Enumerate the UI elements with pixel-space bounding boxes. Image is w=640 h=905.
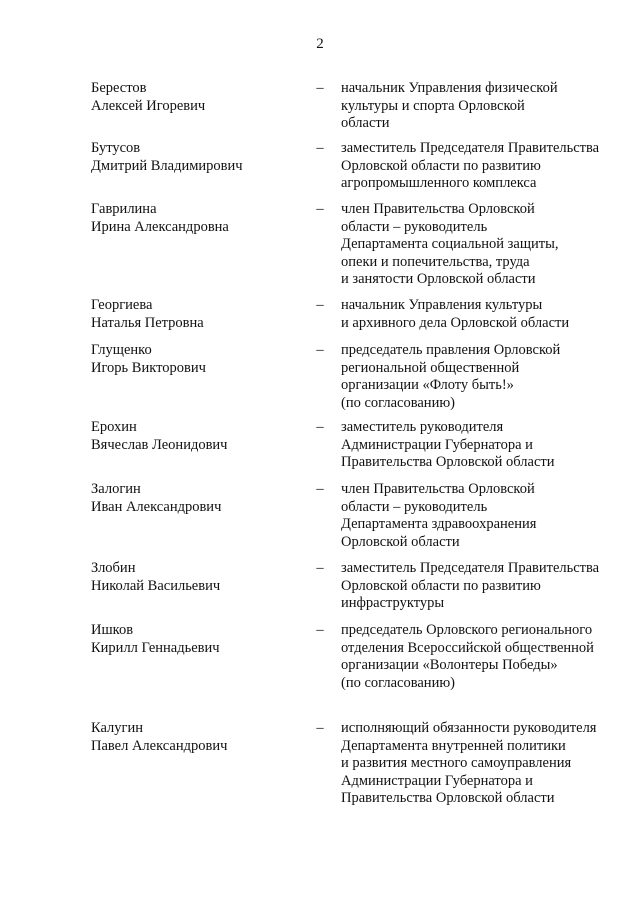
member-name-line: Наталья Петровна [91, 314, 204, 331]
member-position [341, 140, 617, 193]
member-position-line: Правительства Орловской области [341, 454, 555, 471]
member-name-line: Николай Васильевич [91, 577, 221, 594]
member-name [91, 560, 306, 595]
member-position-line: заместитель руководителя [341, 419, 504, 435]
member-position-line: Администрации Губернатора и [341, 436, 533, 453]
member-position-line: Правительства Орловской области [341, 790, 555, 807]
member-position-line: член Правительства Орловской [341, 201, 535, 217]
separator-dash: – [316, 80, 324, 96]
member-position [341, 342, 617, 412]
member-name-line: Ерохин [91, 419, 137, 435]
member-name-line: Ирина Александровна [91, 218, 229, 235]
member-position-line: Администрации Губернатора и [341, 772, 533, 789]
member-position-line: председатель Орловского регионального [341, 622, 593, 638]
member-position-line: инфраструктуры [341, 595, 445, 612]
member-position-line: член Правительства Орловской [341, 481, 535, 497]
member-position [341, 80, 617, 133]
separator-dash: – [316, 720, 324, 736]
member-name [91, 342, 306, 377]
member-name-line: Залогин [91, 481, 141, 497]
member-name-line: Георгиева [91, 297, 153, 313]
member-name-line: Калугин [91, 720, 143, 736]
member-position-line: Департамента внутренней политики [341, 737, 566, 754]
separator-dash: – [316, 481, 324, 497]
member-position-line: области – руководитель [341, 218, 488, 235]
member-name-line: Глущенко [91, 342, 152, 358]
member-name [91, 80, 306, 115]
member-name [91, 201, 306, 236]
member-position-line: исполняющий обязанности руководителя [341, 720, 597, 736]
member-name [91, 419, 306, 454]
member-name-line: Берестов [91, 80, 147, 96]
member-position [341, 720, 617, 808]
member-position-line: опеки и попечительства, труда [341, 253, 530, 270]
member-name-line: Кирилл Геннадьевич [91, 639, 220, 656]
member-position-line: Орловской области [341, 533, 460, 550]
member-position-line: области – руководитель [341, 498, 488, 515]
member-name-line: Ишков [91, 622, 134, 638]
member-position-line: (по согласованию) [341, 394, 455, 411]
separator-dash: – [316, 342, 324, 358]
member-position-line: и занятости Орловской области [341, 271, 536, 288]
separator-dash: – [316, 560, 324, 576]
member-position-line: Департамента здравоохранения [341, 516, 537, 533]
member-name-line: Павел Александрович [91, 737, 228, 754]
member-position-line: и развития местного самоуправления [341, 755, 572, 772]
member-position [341, 622, 617, 692]
member-position-line: заместитель Председателя Правительства [341, 560, 600, 576]
member-name [91, 720, 306, 755]
member-position-line: (по согласованию) [341, 674, 455, 691]
member-name [91, 140, 306, 175]
member-position [341, 481, 617, 551]
member-name-line: Алексей Игоревич [91, 97, 206, 114]
member-position-line: Департамента социальной защиты, [341, 236, 559, 253]
member-name-line: Гаврилина [91, 201, 157, 217]
member-position-line: заместитель Председателя Правительства [341, 140, 600, 156]
member-position-line: культуры и спорта Орловской [341, 97, 525, 114]
member-name-line: Вячеслав Леонидович [91, 436, 228, 453]
separator-dash: – [316, 201, 324, 217]
member-position-line: Орловской области по развитию [341, 157, 541, 174]
member-name [91, 297, 306, 332]
member-name-line: Иван Александрович [91, 498, 222, 515]
member-position-line: организации «Флоту быть!» [341, 377, 514, 394]
member-position-line: организации «Волонтеры Победы» [341, 657, 558, 674]
member-position [341, 297, 617, 332]
member-name-line: Злобин [91, 560, 136, 576]
member-name-line: Бутусов [91, 140, 141, 156]
member-position-line: отделения Всероссийской общественной [341, 639, 594, 656]
member-name [91, 622, 306, 657]
member-position-line: области [341, 115, 390, 132]
member-position-line: начальник Управления физической [341, 80, 558, 96]
member-position-line: и архивного дела Орловской области [341, 314, 570, 331]
member-position-line: агропромышленного комплекса [341, 175, 537, 192]
member-name-line: Игорь Викторович [91, 359, 206, 376]
separator-dash: – [316, 297, 324, 313]
separator-dash: – [316, 419, 324, 435]
member-position [341, 560, 617, 613]
separator-dash: – [316, 140, 324, 156]
separator-dash: – [316, 622, 324, 638]
member-position-line: региональной общественной [341, 359, 520, 376]
member-name [91, 481, 306, 516]
member-position [341, 419, 617, 472]
page-number: 2 [316, 36, 324, 52]
member-name-line: Дмитрий Владимирович [91, 157, 243, 174]
member-position-line: Орловской области по развитию [341, 577, 541, 594]
member-position-line: начальник Управления культуры [341, 297, 543, 313]
member-position-line: председатель правления Орловской [341, 342, 561, 358]
member-position [341, 201, 617, 289]
